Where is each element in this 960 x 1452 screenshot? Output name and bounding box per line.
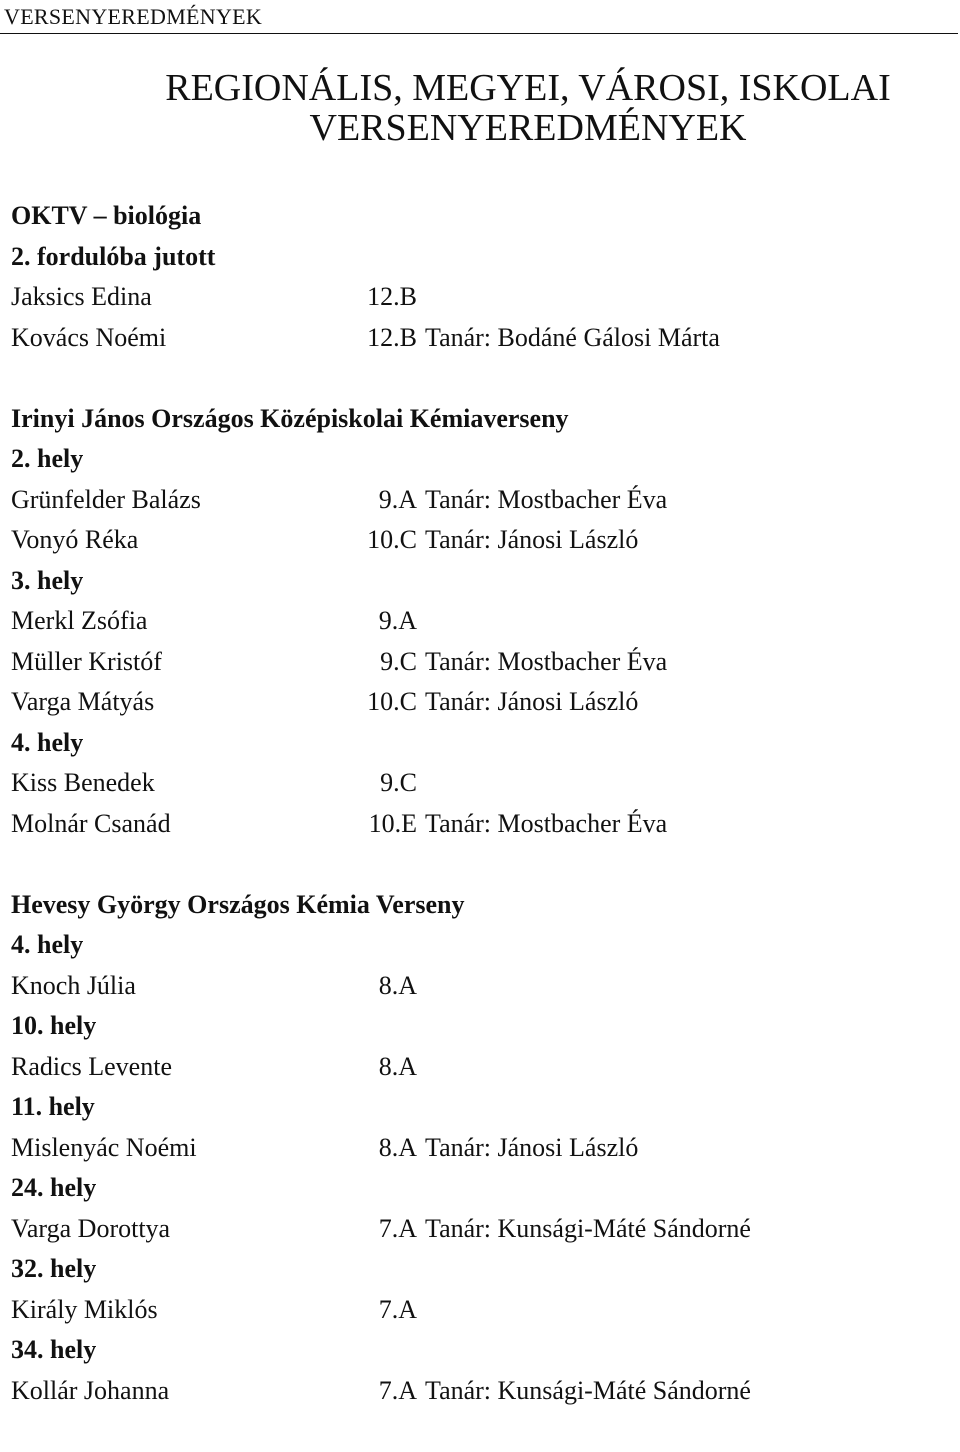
place-label: 4. hely: [11, 930, 84, 959]
student-class: 9.C: [380, 646, 417, 676]
student-name: Merkl Zsófia: [11, 606, 148, 635]
results-list: [11, 196, 951, 1452]
page-title-line-1: REGIONÁLIS, MEGYEI, VÁROSI, ISKOLAI: [165, 67, 891, 109]
student-class: 9.A: [378, 606, 417, 635]
student-class: 9.A: [378, 484, 417, 514]
teacher-name: Tanár: Mostbacher Éva: [425, 646, 668, 676]
student-name: Varga Dorottya: [11, 1213, 171, 1243]
student-name: Kovács Noémi: [11, 322, 167, 352]
result-row: [11, 1371, 951, 1412]
place-label: 34. hely: [11, 1335, 97, 1364]
teacher-name: Tanár: Jánosi László: [425, 687, 639, 716]
result-row: [11, 1047, 951, 1088]
student-name: Kollár Johanna: [11, 1375, 170, 1405]
student-name: Varga Mátyás: [11, 687, 155, 716]
place-label: 24. hely: [11, 1173, 97, 1202]
place-label: 2. fordulóba jutott: [11, 241, 216, 271]
student-class: 10.C: [367, 525, 417, 554]
result-row: [11, 520, 951, 561]
student-class: 10.E: [368, 808, 417, 838]
teacher-name: Tanár: Mostbacher Éva: [425, 808, 668, 838]
student-name: Radics Levente: [11, 1051, 172, 1081]
result-row: [11, 318, 951, 359]
result-row: [11, 1128, 951, 1169]
result-row: [11, 480, 951, 521]
competition-heading: OKTV – biológia: [11, 201, 202, 230]
student-name: Grünfelder Balázs: [11, 484, 201, 514]
student-class: 9.C: [380, 768, 417, 797]
competition-heading: Hevesy György Országos Kémia Verseny: [11, 889, 465, 919]
result-row: [11, 763, 951, 804]
result-row: [11, 277, 951, 318]
student-class: 8.A: [378, 1051, 417, 1081]
student-name: Müller Kristóf: [11, 646, 162, 676]
student-name: Jaksics Edina: [11, 282, 152, 311]
competition-section: [11, 196, 951, 358]
place-label: 32. hely: [11, 1254, 97, 1283]
student-class: 12.B: [367, 282, 417, 311]
result-row: [11, 642, 951, 683]
competition-heading: Irinyi János Országos Középiskolai Kémiaverseny: [11, 403, 569, 433]
result-row: [11, 804, 951, 845]
result-row: [11, 682, 951, 723]
result-row: [11, 966, 951, 1007]
student-name: Molnár Csanád: [11, 808, 171, 838]
student-class: 12.B: [367, 322, 417, 352]
student-class: 8.A: [378, 1132, 417, 1162]
page-title: [0, 68, 960, 148]
header-rule: [0, 33, 958, 34]
page-title-line-2: VERSENYEREDMÉNYEK: [309, 107, 747, 149]
student-name: Vonyó Réka: [11, 525, 139, 554]
place-label: 3. hely: [11, 565, 84, 595]
student-class: 7.A: [378, 1294, 417, 1324]
student-class: 10.C: [367, 687, 417, 716]
result-row: [11, 1209, 951, 1250]
student-name: Mislenyác Noémi: [11, 1132, 197, 1162]
teacher-name: Tanár: Jánosi László: [425, 1132, 639, 1162]
place-label: 10. hely: [11, 1011, 97, 1040]
result-row: [11, 601, 951, 642]
running-header: VERSENYEREDMÉNYEK: [4, 4, 263, 29]
teacher-name: Tanár: Bodáné Gálosi Márta: [425, 322, 720, 352]
teacher-name: Tanár: Kunsági-Máté Sándorné: [425, 1213, 751, 1243]
student-name: Király Miklós: [11, 1294, 158, 1324]
result-row: [11, 1290, 951, 1331]
student-name: Knoch Júlia: [11, 970, 136, 1000]
student-class: 7.A: [378, 1213, 417, 1243]
teacher-name: Tanár: Kunsági-Máté Sándorné: [425, 1375, 751, 1405]
place-label: 4. hely: [11, 727, 84, 757]
competition-section: [11, 399, 951, 845]
student-name: Kiss Benedek: [11, 768, 155, 797]
student-class: 8.A: [378, 970, 417, 1000]
place-label: 2. hely: [11, 444, 84, 473]
place-label: 11. hely: [11, 1092, 95, 1121]
teacher-name: Tanár: Jánosi László: [425, 525, 639, 554]
teacher-name: Tanár: Mostbacher Éva: [425, 484, 668, 514]
competition-section: [11, 885, 951, 1412]
student-class: 7.A: [378, 1375, 417, 1405]
